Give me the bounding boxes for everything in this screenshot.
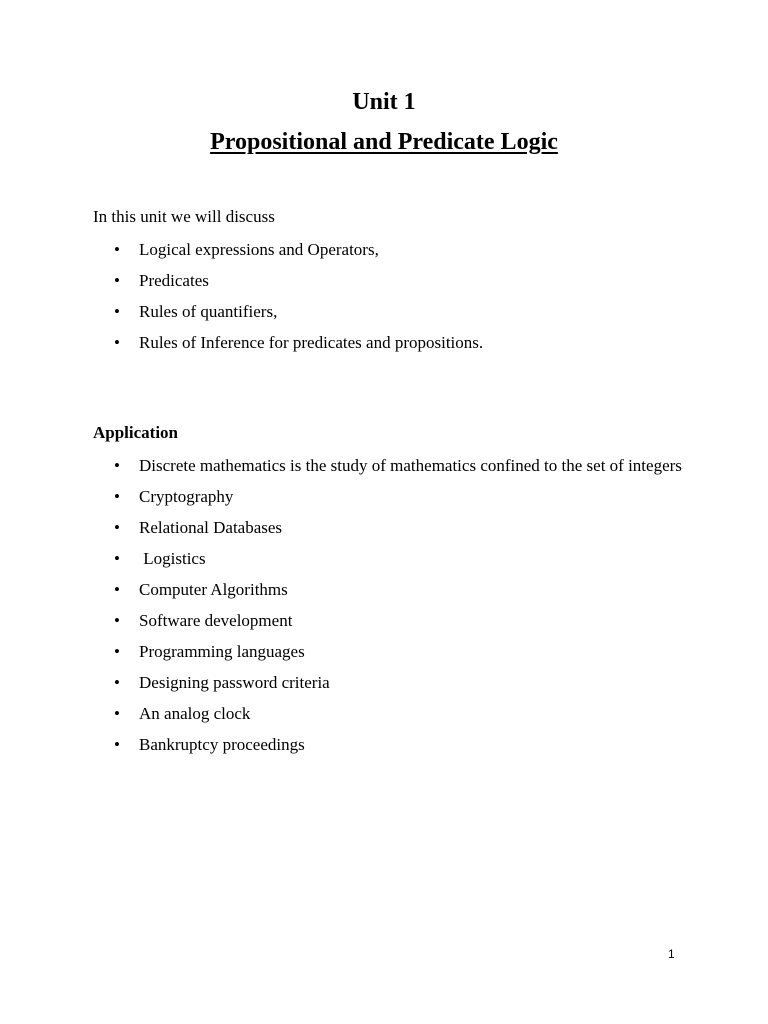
bullet-icon: • [114,549,120,568]
bullet-icon: • [114,673,120,692]
bullet-icon: • [114,518,120,537]
list-item [93,517,693,538]
list-item [93,610,693,631]
list-item [93,239,483,260]
list-item-text: Software development [139,611,293,630]
list-item [93,332,483,353]
bullet-icon: • [114,456,120,475]
page-title: Propositional and Predicate Logic [210,129,558,155]
application-list [93,455,693,765]
bullet-icon: • [114,271,120,290]
bullet-icon: • [114,333,120,352]
list-item [93,672,693,693]
list-item [93,734,693,755]
intro-text: In this unit we will discuss [93,207,275,226]
bullet-icon: • [114,642,120,661]
bullet-icon: • [114,735,120,754]
list-item-text: Discrete mathematics is the study of mathematics confined to the set of integers [139,456,682,475]
list-item-text: Programming languages [139,642,305,661]
list-item [93,641,693,662]
page-number: 1 [668,947,675,961]
list-item [93,548,693,569]
list-item-text: Logistics [139,549,206,568]
bullet-icon: • [114,302,120,321]
list-item-text: Designing password criteria [139,673,330,692]
discuss-list [93,239,483,363]
list-item [93,455,693,476]
list-item-text: Computer Algorithms [139,580,288,599]
list-item-text: Rules of quantifiers, [139,302,278,321]
list-item-text: Cryptography [139,487,234,506]
bullet-icon: • [114,487,120,506]
list-item-text: Rules of Inference for predicates and propositions. [139,333,484,352]
bullet-icon: • [114,611,120,630]
bullet-icon: • [114,240,120,259]
unit-label: Unit 1 [352,89,416,115]
list-item-text: Relational Databases [139,518,283,537]
list-item [93,301,483,322]
list-item-text: Predicates [139,271,209,290]
list-item [93,703,693,724]
list-item [93,579,693,600]
bullet-icon: • [114,580,120,599]
list-item [93,270,483,291]
list-item [93,486,693,507]
bullet-icon: • [114,704,120,723]
list-item-text: Logical expressions and Operators, [139,240,379,259]
list-item-text: Bankruptcy proceedings [139,735,305,754]
section-heading-application: Application [93,423,179,442]
list-item-text: An analog clock [139,704,251,723]
